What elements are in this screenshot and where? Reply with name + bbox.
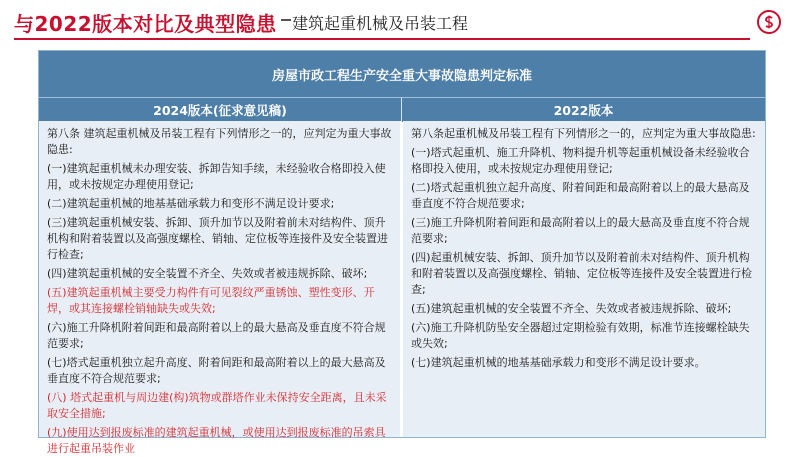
clause-paragraph: (二)塔式起重机独立起升高度、附着间距和最高附着以上的最大悬高及垂直度不符合规范要求;	[411, 181, 750, 210]
clause-paragraph: (四)建筑起重机械的安全装置不齐全、失效或者被违规拆除、破坏;	[47, 267, 368, 280]
clause-paragraph-new: (五)建筑起重机械主要受力构件有可见裂纹严重锈蚀、塑性变形、开焊，或其连接螺栓销轴缺失或失效;	[47, 286, 375, 315]
clause-paragraph: (三)施工升降机附着间距和最高附着以上的最大悬高及垂直度不符合规范要求;	[411, 216, 750, 245]
clause-paragraph: (四)起重机械安装、拆卸、顶升加节以及附着前未对结构件、顶升机构和附着装置以及高强度螺栓、销轴、定位板等连接件及安全装置进行检查;	[411, 251, 752, 296]
column-2024-content	[39, 121, 401, 455]
clause-paragraph: (七)建筑起重机械的地基基础承载力和变形不满足设计要求。	[411, 356, 706, 369]
slide-title: 与2022版本对比及典型隐患	[14, 12, 277, 36]
title-underline	[14, 38, 750, 40]
clause-paragraph: (一)塔式起重机、施工升降机、物料提升机等起重机械设备未经验收合格即投入使用，或未按规定办理使用登记;	[411, 146, 750, 175]
clause-paragraph: 第八条 建筑起重机械及吊装工程有下列情形之一的，应判定为重大事故隐患:	[47, 127, 392, 156]
clause-paragraph: (五)建筑起重机械的安全装置不齐全、失效或者被违规拆除、破坏;	[411, 302, 732, 315]
company-logo-icon	[757, 10, 781, 34]
slide-subtitle: 建筑起重机械及吊装工程	[292, 14, 469, 33]
column-header-2022: 2022版本	[402, 97, 765, 122]
column-header-2024: 2024版本(征求意见稿)	[39, 97, 402, 122]
slide-title-bar	[0, 0, 800, 46]
clause-paragraph: (一)建筑起重机械未办理安装、拆卸告知手续，未经验收合格即投入使用，或未按规定办理使用登记;	[47, 162, 386, 191]
clause-paragraph: (六)施工升降机防坠安全器超过定期检验有效期，标准节连接螺栓缺失或失效;	[411, 321, 750, 350]
title-separator	[281, 19, 291, 21]
clause-paragraph: (六)施工升降机附着间距和最高附着以上的最大悬高及垂直度不符合规范要求;	[47, 321, 386, 350]
clause-paragraph: (七)塔式起重机独立起升高度、附着间距和最高附着以上的最大悬高及垂直度不符合规范要求;	[47, 356, 386, 385]
clause-paragraph: (二)建筑起重机械的地基基础承载力和变形不满足设计要求;	[47, 197, 335, 210]
table-title: 房屋市政工程生产安全重大事故隐患判定标准	[39, 51, 765, 97]
clause-paragraph-new: (九)使用达到报废标准的建筑起重机械，或使用达到报废标准的吊索具进行起重吊装作业	[47, 426, 386, 455]
clause-paragraph-new: (八) 塔式起重机与周边建(构)筑物或群塔作业未保持安全距离，且未采取安全措施;	[47, 391, 387, 420]
column-2022-content	[403, 121, 765, 437]
clause-paragraph: (三)建筑起重机械安装、拆卸、顶升加节以及附着前未对结构件、顶升机构和附着装置以及高强度螺栓、销轴、定位板等连接件及安全装置进行检查;	[47, 216, 388, 261]
clause-paragraph: 第八条起重机械及吊装工程有下列情形之一的，应判定为重大事故隐患:	[411, 127, 756, 140]
comparison-table	[38, 50, 766, 455]
